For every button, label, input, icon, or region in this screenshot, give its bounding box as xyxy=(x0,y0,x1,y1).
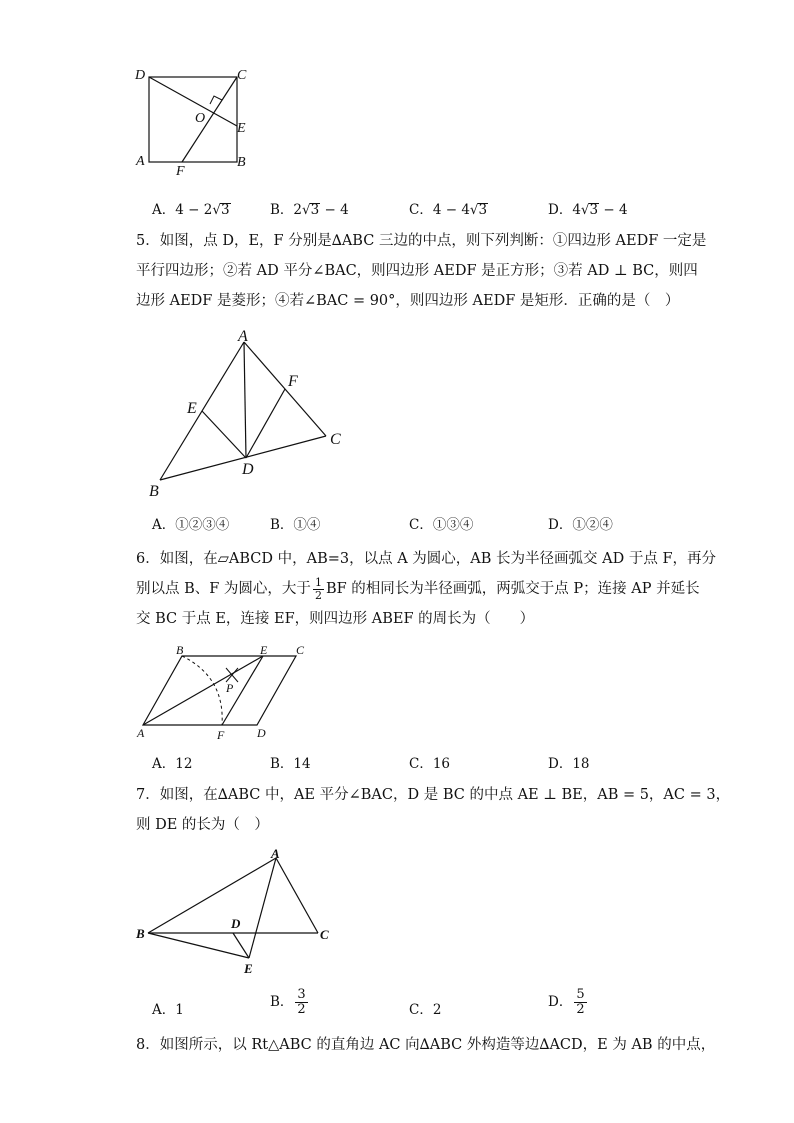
q4-option-a[interactable]: A．4 − 2√3 xyxy=(152,202,230,218)
q5-option-d[interactable]: D．①②④ xyxy=(548,517,613,533)
label-d: D xyxy=(135,68,146,83)
q7-option-c[interactable]: C．2 xyxy=(409,1002,442,1018)
label-c: C xyxy=(320,927,329,942)
fraction-half: $\frac{1}{2}$ xyxy=(314,575,322,602)
label-b: B xyxy=(136,926,145,941)
label-c: C xyxy=(237,68,247,83)
label-d: D xyxy=(231,916,241,931)
q6-text xyxy=(136,544,716,634)
q7-option-d[interactable]: D． $\frac{5}{2}$ xyxy=(548,987,585,1017)
q8-line1: 8．如图所示，以 Rt△ABC 的直角边 AC 向∆ABC 外构造等边∆ACD，E 为 AB 的中点， xyxy=(136,1037,716,1053)
label-c: C xyxy=(296,643,305,657)
q7-option-a[interactable]: A．1 xyxy=(152,1002,184,1018)
figure-square xyxy=(130,62,260,177)
label-f: F xyxy=(217,728,225,742)
q7-line1: 7．如图，在∆ABC 中，AE 平分∠BAC，D 是 BC 的中点 AE ⊥ BE，AB = 5，AC = 3， xyxy=(136,787,731,803)
q8-text xyxy=(136,1030,715,1060)
q4-option-c[interactable]: C．4 − 4√3 xyxy=(409,202,488,218)
label-a: A xyxy=(271,846,280,861)
q7-line2: 则 DE 的长为（ ） xyxy=(136,817,269,833)
q5-option-a[interactable]: A．①②③④ xyxy=(152,517,230,533)
q5-option-b[interactable]: B．①④ xyxy=(270,517,321,533)
label-f: F xyxy=(176,164,185,179)
q6-option-a[interactable]: A．12 xyxy=(152,756,193,772)
q7-text xyxy=(136,780,730,840)
label-o: O xyxy=(195,111,206,126)
q6-line1: 6．如图，在▱ABCD 中，AB=3，以点 A 为圆心，AB 长为半径画弧交 AD 于点 F，再分 xyxy=(136,551,717,567)
label-f: F xyxy=(288,373,298,390)
label-d: D xyxy=(242,461,254,478)
q6-option-c[interactable]: C．16 xyxy=(409,756,451,772)
label-e: E xyxy=(237,121,246,136)
figure-q6-parallelogram xyxy=(130,642,330,742)
q5-line3: 边形 AEDF 是菱形；④若∠BAC = 90°，则四边形 AEDF 是矩形．正确的是（ ） xyxy=(136,293,680,309)
q5-text xyxy=(136,226,706,316)
q6-option-b[interactable]: B．14 xyxy=(270,756,311,772)
q6-line3: 交 BC 于点 E，连接 EF，则四边形 ABEF 的周长为（ ） xyxy=(136,611,535,627)
q7-option-b[interactable]: B． $\frac{3}{2}$ xyxy=(270,987,306,1017)
label-a: A xyxy=(136,154,145,169)
label-d: D xyxy=(257,726,266,740)
q4-option-b[interactable]: B．2√3 − 4 xyxy=(270,202,349,218)
label-b: B xyxy=(237,155,246,170)
q5-line1: 5．如图，点 D，E，F 分别是∆ABC 三边的中点，则下列判断：①四边形 AEDF 一定是 xyxy=(136,233,707,249)
figure-q7-triangle xyxy=(130,845,350,980)
q5-line2: 平行四边形；②若 AD 平分∠BAC，则四边形 AEDF 是正方形；③若 AD ⊥ BC，则四 xyxy=(136,263,698,279)
label-a: A xyxy=(238,328,248,345)
label-b: B xyxy=(176,643,184,657)
q6-line2: 别以点 B、F 为圆心，大于 $\frac{1}{2}$ BF 的相同长为半径画弧，两弧交于点 P；连接 AP 并延长 xyxy=(136,575,700,602)
figure-q5-triangle xyxy=(140,328,360,503)
label-a: A xyxy=(137,726,145,740)
label-e: E xyxy=(260,643,268,657)
q4-option-d[interactable]: D．4√3 − 4 xyxy=(548,202,628,218)
q6-option-d[interactable]: D．18 xyxy=(548,756,590,772)
label-e: E xyxy=(244,961,253,976)
label-c: C xyxy=(330,431,341,448)
label-b: B xyxy=(149,483,159,500)
q5-option-c[interactable]: C．①③④ xyxy=(409,517,474,533)
label-p: P xyxy=(226,681,234,695)
label-e: E xyxy=(187,400,197,417)
